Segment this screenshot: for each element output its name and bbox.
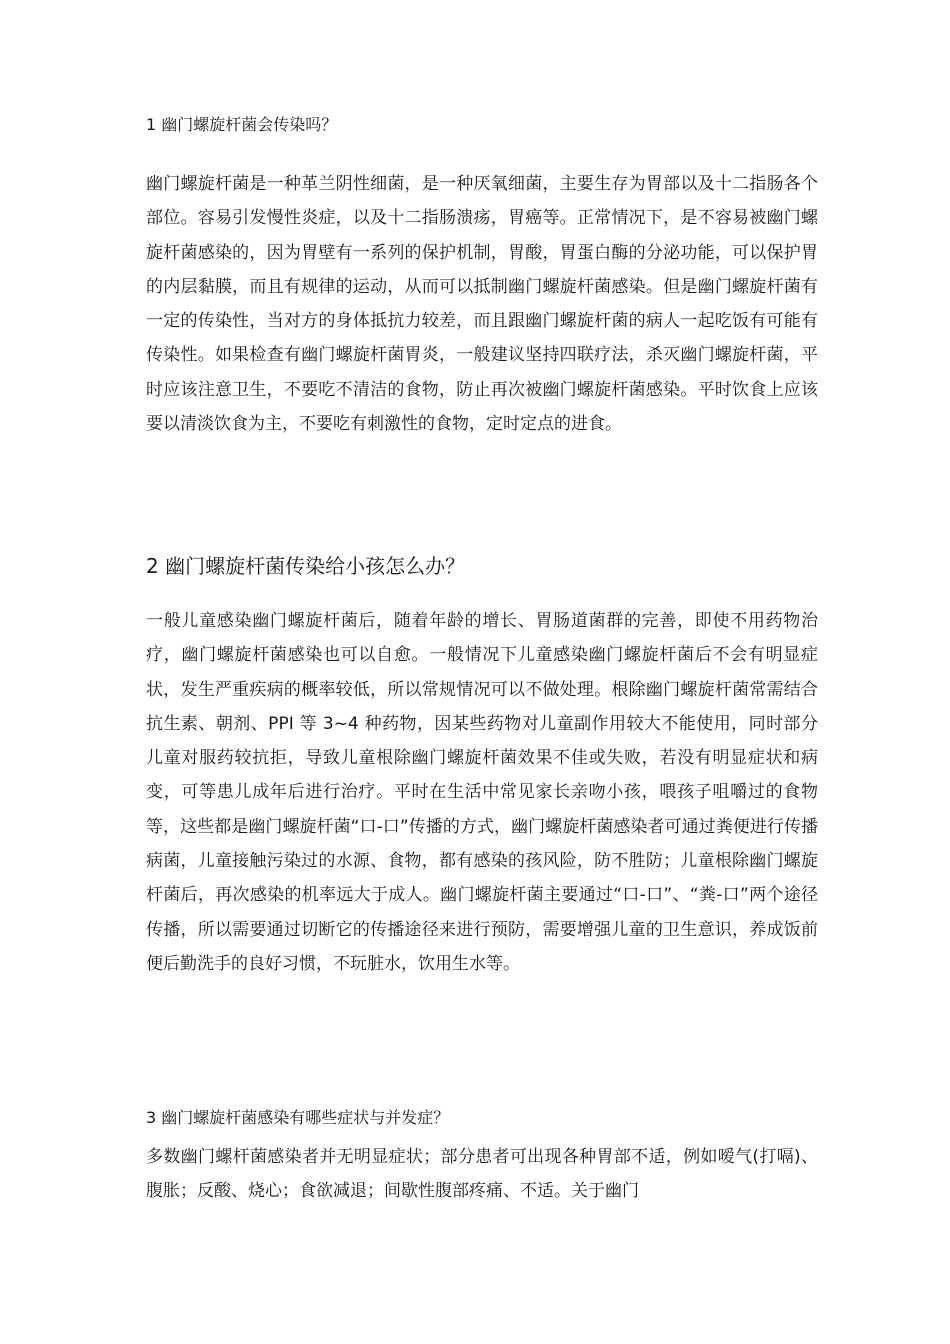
section-heading: 2 幽门螺旋杆菌传染给小孩怎么办？ [146,554,466,578]
section-symptoms [146,1107,818,1208]
section-paragraph: 幽门螺旋杆菌是一种革兰阴性细菌，是一种厌氧细菌，主要生存为胃部以及十二指肠各个部位。容易引发慢性炎症，以及十二指肠溃疡，胃癌等。正常情况下，是不容易被幽门螺旋杆菌感染的，因为胃壁有一系列的保护机制，胃酸，胃蛋白酶的分泌功能，可以保护胃的内层黏膜，而且有规律的运动，从而可以抵制幽门螺旋杆菌感染。但是幽门螺旋杆菌有一定的传染性，当对方的身体抵抗力较差，而且跟幽门螺旋杆菌的病人一起吃饭有可能有传染性。如果检查有幽门螺旋杆菌胃炎，一般建议坚持四联疗法，杀灭幽门螺旋杆菌，平时应该注意卫生，不要吃不清洁的食物，防止再次被幽门螺旋杆菌感染。平时饮食上应该要以清淡饮食为主，不要吃有刺激性的食物，定时定点的进食。 [146,174,818,435]
section-contagion [146,114,818,441]
section-paragraph: 多数幽门螺杆菌感染者并无明显症状；部分患者可出现各种胃部不适，例如嗳气(打嗝)、腹胀；反酸、烧心；食欲减退；间歇性腹部疼痛、不适。关于幽门 [146,1147,818,1202]
section-heading: 3 幽门螺旋杆菌感染有哪些症状与并发症？ [146,1108,450,1127]
section-heading: 1 幽门螺旋杆菌会传染吗？ [146,115,338,134]
section-children [146,552,818,981]
section-paragraph: 一般儿童感染幽门螺旋杆菌后，随着年龄的增长、胃肠道菌群的完善，即使不用药物治疗，幽门螺旋杆菌感染也可以自愈。一般情况下儿童感染幽门螺旋杆菌后不会有明显症状，发生严重疾病的概率较低，所以常规情况可以不做处理。根除幽门螺旋杆菌常需结合抗生素、朝剂、PPI 等 3~4 种药物，因某些药物对儿童副作用较大不能使用，同时部分儿童对服药较抗拒，导致儿童根除幽门螺旋杆菌效果不佳或失败，若没有明显症状和病变，可等患儿成年后进行治疗。平时在生活中常见家长亲吻小孩，喂孩子咀嚼过的食物等，这些都是幽门螺旋杆菌“口-口”传播的方式，幽门螺旋杆菌感染者可通过粪便进行传播病菌，儿童接触污染过的水源、食物，都有感染的孩风险，防不胜防；儿童根除幽门螺旋杆菌后，再次感染的机率远大于成人。幽门螺旋杆菌主要通过“口-口”、“粪-口”两个途径传播，所以需要通过切断它的传播途径来进行预防，需要增强儿童的卫生意识，养成饭前便后勤洗手的良好习惯，不玩脏水，饮用生水等。 [146,611,818,974]
